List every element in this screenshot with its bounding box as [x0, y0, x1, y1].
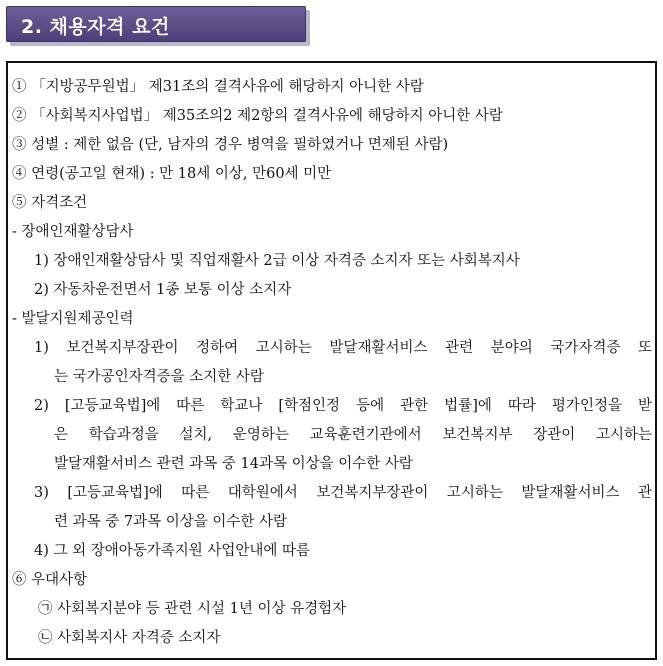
requirement-line: ㉡ 사회복지사 자격증 소지자: [38, 630, 221, 646]
requirement-line: ④ 연령(공고일 현재) : 만 18세 이상, 만60세 미만: [12, 166, 332, 182]
requirement-line: 2) [고등교육법]에 따른 학교나 [학점인정 등에 관한 법률]에 따라 평가인정을 받: [34, 398, 652, 414]
requirement-line: - 장애인재활상담사: [12, 224, 134, 240]
requirement-line: ⑤ 자격조건: [12, 195, 88, 211]
requirement-line: 는 국가공인자격증을 소지한 사람: [54, 369, 264, 385]
section-title: 2. 채용자격 요건: [21, 16, 170, 38]
requirement-line: ① 「지방공무원법」 제31조의 결격사유에 해당하지 아니한 사람: [12, 79, 424, 95]
section-header-bar: [6, 6, 306, 42]
requirement-line: 4) 그 외 장애아동가족지원 사업안내에 따름: [34, 543, 311, 559]
requirement-line: ② 「사회복지사업법」 제35조의2 제2항의 결격사유에 해당하지 아니한 사람: [12, 108, 503, 124]
requirement-line: 2) 자동차운전면서 1종 보통 이상 소지자: [34, 282, 292, 298]
requirement-line: ㉠ 사회복지분야 등 관련 시설 1년 이상 유경험자: [38, 601, 347, 617]
requirement-line: 발달재활서비스 관련 과목 중 14과목 이상을 이수한 사람: [54, 456, 413, 472]
requirement-line: 1) 보건복지부장관이 정하여 고시하는 발달재활서비스 관련 분야의 국가자격증 또: [34, 340, 652, 356]
requirement-line: ⑥ 우대사항: [12, 572, 88, 588]
requirement-line: 3) [고등교육법]에 따른 대학원에서 보건복지부장관이 고시하는 발달재활서비스 관: [34, 485, 652, 501]
section-header: [6, 6, 310, 46]
requirement-line: ③ 성별 : 제한 없음 (단, 남자의 경우 병역을 필하였거나 면제된 사람): [12, 137, 449, 153]
requirement-line: 은 학습과정을 설치, 운영하는 교육훈련기관에서 보건복지부 장관이 고시하는: [54, 427, 652, 443]
requirement-line: - 발달지원제공인력: [12, 311, 134, 327]
requirements-list: [12, 73, 652, 653]
requirement-line: 련 과목 중 7과목 이상을 이수한 사람: [54, 514, 287, 530]
requirement-line: 1) 장애인재활상담사 및 직업재활사 2급 이상 자격증 소지자 또는 사회복지사: [34, 253, 520, 269]
